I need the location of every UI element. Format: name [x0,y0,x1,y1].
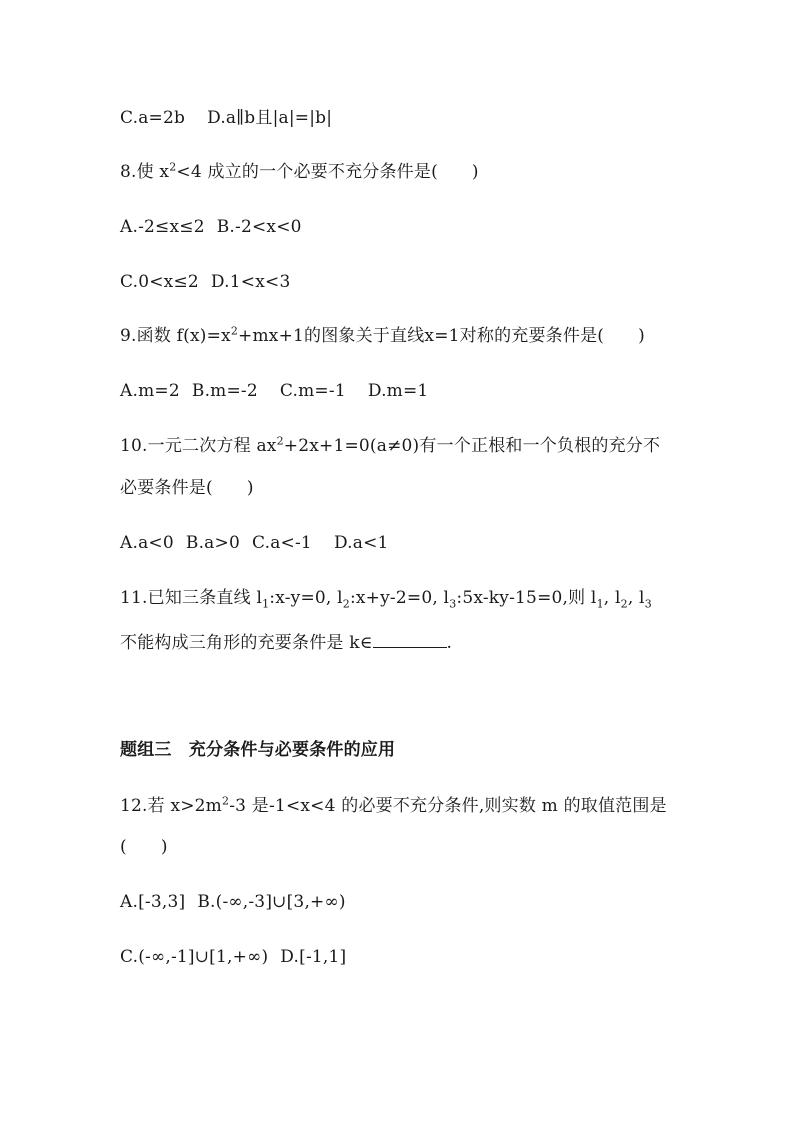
q11-line2-period: . [446,633,453,653]
q11-text-1: 11.已知三条直线 l [120,588,263,608]
q11-sub-5: 2 [620,597,628,611]
q10-stem-text-a: 10.一元二次方程 ax [120,436,277,456]
q9-option-d: D.m=1 [367,381,429,401]
q12-stem-text-a: 12.若 x>2m [120,796,223,816]
q9-options [120,379,428,403]
q10-stem-line2 [120,476,254,500]
q8-option-c: C.0<x≤2 [120,272,199,292]
q12-close-paren: ) [160,837,168,857]
section-heading: 题组三 充分条件与必要条件的应用 [120,740,396,760]
q10-stem-line2-text: 必要条件是( [120,478,213,498]
q7-option-c: C.a=2b [120,108,186,128]
q11-sub-3: 3 [449,597,457,611]
q12-stem-line1 [120,794,667,818]
q7-option-d: D.a∥b且|a|=|b| [207,108,333,128]
q12-open-paren: ( [120,837,127,857]
q12-option-d: D.[-1,1] [280,947,347,967]
q11-answer-blank[interactable] [373,630,447,648]
q12-stem-superscript: 2 [222,794,230,808]
q9-stem-close-paren: ) [638,326,645,346]
q11-text-3: :x+y-2=0, l [349,588,450,608]
q8-options-ab [120,215,302,239]
q11-text-6: , l [627,588,645,608]
q11-text-4: :5x-ky-15=0,则 l [456,588,597,608]
q11-sub-2: 2 [342,597,350,611]
q7-options-cd [120,106,332,130]
q12-option-a: A.[-3,3] [120,892,186,912]
q9-stem-text-b: +mx+1的图象关于直线x=1对称的充要条件是( [238,326,605,346]
q8-options-cd [120,270,290,294]
q8-option-b: B.-2<x<0 [216,217,302,237]
q10-option-a: A.a<0 [120,533,174,553]
q11-text-5: , l [603,588,621,608]
q9-option-a: A.m=2 [120,381,180,401]
q11-text-2: :x-y=0, l [269,588,343,608]
q9-stem-superscript: 2 [230,324,239,338]
q8-stem-close-paren: ) [471,162,479,182]
q11-stem-line2 [120,630,452,655]
q10-option-b: B.a>0 [185,533,240,553]
q8-stem-superscript: 2 [169,160,177,174]
q12-stem-line2 [120,835,168,859]
q10-option-d: D.a<1 [333,533,389,553]
q11-sub-1: 1 [262,597,270,611]
q10-options [120,531,389,555]
q12-option-b: B.(-∞,-3]∪[3,+∞) [197,892,346,912]
q10-stem-text-b: +2x+1=0(a≠0)有一个正根和一个负根的充分不 [283,436,661,456]
q10-stem-superscript: 2 [276,434,284,448]
q9-option-b: B.m=-2 [191,381,258,401]
q11-sub-4: 1 [596,597,604,611]
q8-option-a: A.-2≤x≤2 [120,217,205,237]
q12-option-c: C.(-∞,-1]∪[1,+∞) [120,947,269,967]
q10-stem-close-paren: ) [246,478,254,498]
q12-stem-text-b: -3 是-1<x<4 的必要不充分条件,则实数 m 的取值范围是 [229,796,667,816]
q8-stem [120,160,479,184]
q9-option-c: C.m=-1 [279,381,346,401]
q9-stem-text-a: 9.函数 f(x)=x [120,326,231,346]
q9-stem [120,324,645,348]
q11-sub-6: 3 [644,597,652,611]
q12-options-ab [120,890,346,914]
q10-option-c: C.a<-1 [251,533,312,553]
q11-line2-text: 不能构成三角形的充要条件是 k∈ [120,633,373,653]
q8-option-d: D.1<x<3 [210,272,291,292]
q8-stem-text-a: 8.使 x [120,162,170,182]
q8-stem-text-b: <4 成立的一个必要不充分条件是( [176,162,438,182]
q11-stem-line1 [120,586,652,610]
q10-stem-line1 [120,434,660,458]
q12-options-cd [120,945,346,969]
